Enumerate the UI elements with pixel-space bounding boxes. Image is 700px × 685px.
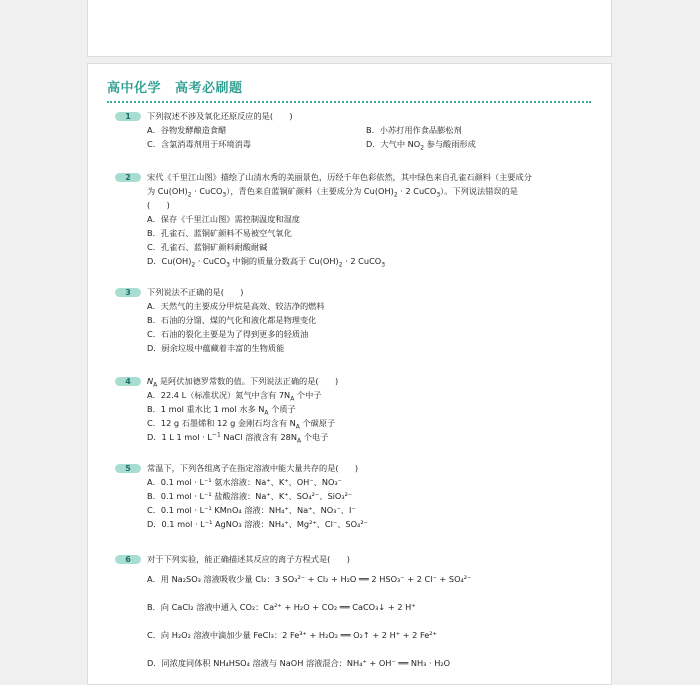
question-stem: 对于下列实验，能正确描述其反应的离子方程式是( ) [147, 554, 350, 564]
option-a: A．谷物发酵酿造食醋 [147, 125, 227, 135]
option-d: D．1 L 1 mol · $L^{-1}$ NaCl 溶液含有 $28N_A$ 个电子 [147, 431, 329, 445]
option-c: C．含氯消毒剂用于环境消毒 [147, 139, 251, 149]
question-number-badge: 3 [115, 288, 141, 297]
option-d: D．厨余垃圾中蕴藏着丰富的生物质能 [147, 343, 285, 353]
option-c: C．12 g 石墨烯和 12 g 金刚石均含有 $N_A$ 个碳原子 [147, 418, 336, 431]
previous-page [87, 0, 612, 57]
header-series: 高考必刷题 [175, 81, 243, 96]
question-stem: 下列叙述不涉及氧化还原反应的是( ) [147, 111, 293, 121]
option-c: C．孔雀石、蓝铜矿颜料耐酸耐碱 [147, 242, 268, 252]
option-a: A．保存《千里江山图》需控制温度和湿度 [147, 214, 300, 224]
page-header [107, 77, 591, 96]
option-b: B．孔雀石、蓝铜矿颜料不易被空气氧化 [147, 228, 292, 238]
option-c: C．石油的裂化主要是为了得到更多的轻质油 [147, 329, 309, 339]
question-stem: $N_A$ 是阿伏加德罗常数的值。下列说法正确的是( ) [147, 376, 339, 389]
question-number-badge: 2 [115, 173, 141, 182]
option-a: A．天然气的主要成分甲烷是高效、较洁净的燃料 [147, 301, 325, 311]
option-c: C．0.1 mol · L⁻¹ KMnO₄ 溶液：NH₄⁺、Na⁺、NO₃⁻、I⁻ [147, 505, 356, 515]
header-divider [107, 101, 591, 103]
option-a: A．用 Na₂SO₃ 溶液吸收少量 Cl₂：3 SO₃²⁻ + Cl₂ + H₂O ══ 2 HSO₃⁻ + 2 Cl⁻ + SO₄²⁻ [147, 574, 472, 584]
option-b: B．1 mol 重水比 1 mol 水多 $N_A$ 个质子 [147, 404, 296, 417]
option-b: B．0.1 mol · L⁻¹ 盐酸溶液：Na⁺、K⁺、SO₄²⁻、SiO₃²⁻ [147, 491, 353, 501]
option-d: D．0.1 mol · L⁻¹ AgNO₃ 溶液：NH₄⁺、Mg²⁺、Cl⁻、SO₄²⁻ [147, 519, 368, 529]
option-b: B．向 CaCl₂ 溶液中通入 CO₂：Ca²⁺ + H₂O + CO₂ ══ CaCO₃↓ + 2 H⁺ [147, 602, 416, 612]
question-number-badge: 6 [115, 555, 141, 564]
option-d: D．同浓度同体积 NH₄HSO₄ 溶液与 NaOH 溶液混合：NH₄⁺ + OH⁻ ══ NH₃ · H₂O [147, 658, 451, 668]
question-stem: 下列说法不正确的是( ) [147, 287, 244, 297]
option-b: B．小苏打用作食品膨松剂 [366, 125, 462, 135]
option-a: A．0.1 mol · L⁻¹ 氨水溶液：Na⁺、K⁺、OH⁻、NO₃⁻ [147, 477, 342, 487]
option-c: C．向 H₂O₂ 溶液中滴加少量 FeCl₃：2 Fe³⁺ + H₂O₂ ══ O₂↑ + 2 H⁺ + 2 Fe²⁺ [147, 630, 437, 640]
header-subject: 高中化学 [107, 81, 162, 96]
question-number-badge: 5 [115, 464, 141, 473]
question-number-badge: 4 [115, 377, 141, 386]
document-page [87, 63, 612, 685]
question-stem: 宋代《千里江山图》描绘了山清水秀的美丽景色，历经千年色彩依然，其中绿色来自孔雀石颜料（主要成分 为 $Cu(OH)_2$ · CuCO$_3$），青色来自蓝铜矿颜料（主要成分为 $Cu(OH)_2 \cdot 2$ CuCO$_3$）。下列说法错误的是 ( ) [147, 172, 532, 210]
option-b: B．石油的分馏、煤的气化和液化都是物理变化 [147, 315, 317, 325]
option-a: A．22.4 L（标准状况）氮气中含有 $7N_A$ 个中子 [147, 390, 322, 403]
question-stem: 常温下，下列各组离子在指定溶液中能大量共存的是( ) [147, 463, 359, 473]
question-number-badge: 1 [115, 112, 141, 121]
option-d: D．$Cu(OH)_2$ · CuCO$_3$ 中铜的质量分数高于 $Cu(OH)_2 \cdot 2$ CuCO$_3$ [147, 256, 386, 269]
option-d: D．大气中 $NO_2$ 参与酸雨形成 [366, 139, 476, 152]
